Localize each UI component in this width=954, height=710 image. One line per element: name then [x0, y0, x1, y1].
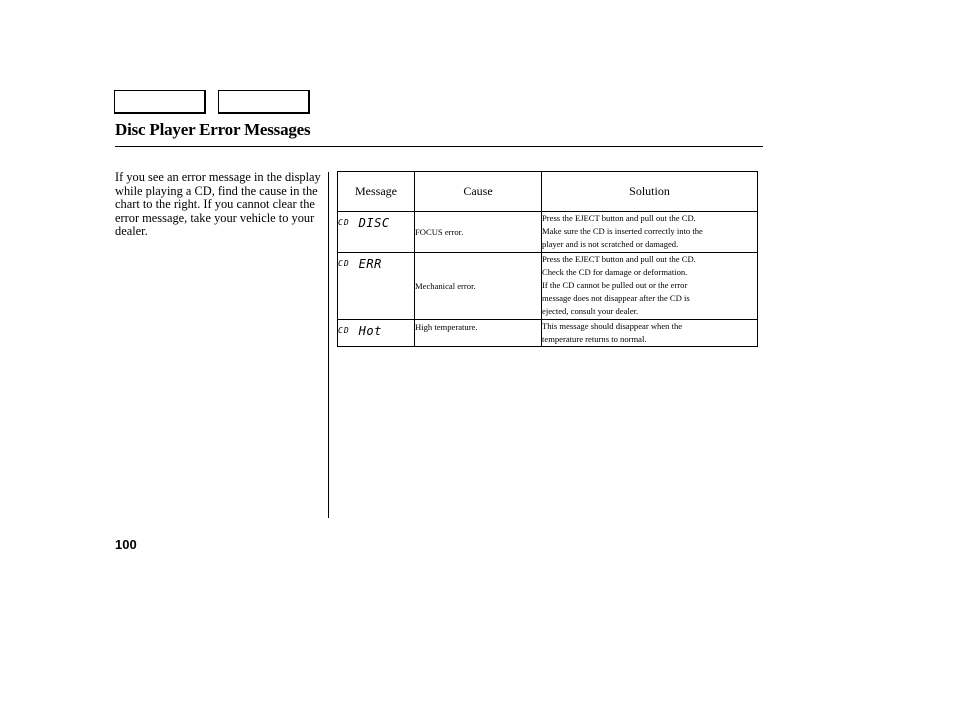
message-cell [338, 252, 415, 319]
solution-line: ejected, consult your dealer. [542, 306, 639, 317]
solution-line: This message should disappear when the [542, 320, 683, 331]
lcd-word: Hot [358, 323, 382, 338]
intro-paragraph: If you see an error message in the display while playing a CD, find the cause in the chart to the right. If you cannot clear the error message, take your vehicle to your dealer. [115, 170, 321, 238]
cause-cell: FOCUS error. [415, 212, 542, 253]
cause-cell: Mechanical error. [415, 252, 542, 319]
solution-line: player and is not scratched or damaged. [542, 239, 679, 250]
cause-cell: High temperature. [415, 319, 542, 346]
lcd-prefix: CD [338, 218, 350, 227]
table-row [338, 212, 758, 253]
error-message-table [337, 171, 758, 347]
lcd-word: DISC [358, 216, 390, 230]
header-cause: Cause [415, 172, 542, 212]
lcd-prefix: CD [338, 258, 350, 268]
header-message: Message [338, 172, 415, 212]
table-row [338, 319, 758, 346]
nav-tab-box[interactable] [114, 90, 206, 114]
solution-line: message does not disappear after the CD is [542, 293, 690, 304]
header-solution: Solution [542, 172, 758, 212]
column-divider [328, 172, 329, 518]
lcd-display-err [338, 258, 382, 270]
solution-line: If the CD cannot be pulled out or the error [542, 280, 688, 291]
solution-line: temperature returns to normal. [542, 333, 647, 344]
nav-tab-box[interactable] [218, 90, 310, 114]
title-divider [115, 146, 763, 147]
lcd-word: ERR [358, 256, 382, 271]
solution-line: Check the CD for damage or deformation. [542, 266, 688, 277]
solution-line: Press the EJECT button and pull out the CD. [542, 253, 696, 264]
message-cell [338, 212, 415, 253]
lcd-prefix: CD [338, 325, 350, 335]
page-number: 100 [115, 537, 137, 552]
solution-line: Make sure the CD is inserted correctly into the [542, 226, 703, 237]
solution-line: Press the EJECT button and pull out the CD. [542, 213, 696, 223]
table-header-row [338, 172, 758, 212]
solution-cell [542, 319, 758, 346]
solution-cell [542, 212, 758, 253]
table-row [338, 252, 758, 319]
message-cell [338, 319, 415, 346]
page-title: Disc Player Error Messages [115, 120, 311, 139]
lcd-display-hot [338, 325, 382, 337]
solution-cell [542, 252, 758, 319]
lcd-display-disc [338, 217, 390, 229]
